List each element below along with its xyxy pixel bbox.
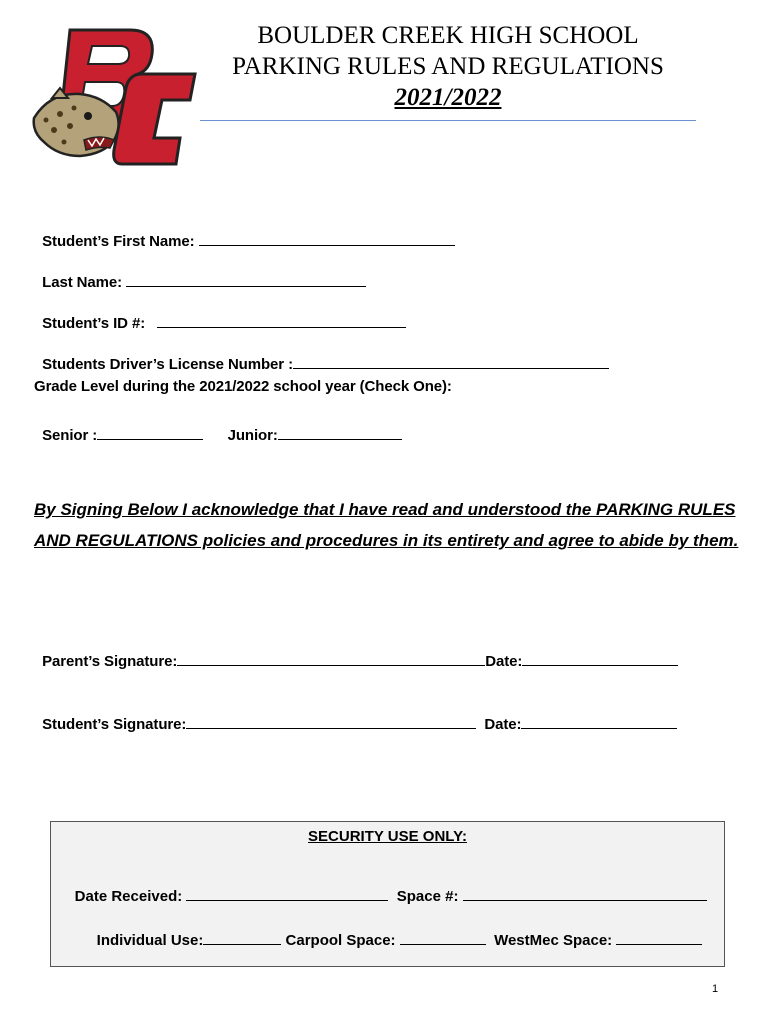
student-signature-input[interactable] — [186, 714, 476, 729]
last-name-label: Last Name: — [42, 274, 123, 291]
license-input[interactable] — [293, 354, 609, 369]
space-input[interactable] — [463, 886, 707, 901]
parent-signature-input[interactable] — [177, 651, 485, 666]
carpool-label: Carpool Space: — [285, 932, 396, 949]
parent-signature-label: Parent’s Signature: — [42, 653, 178, 670]
document-title — [200, 20, 696, 113]
first-name-field — [34, 214, 455, 250]
student-id-label: Student’s ID #: — [42, 315, 146, 332]
student-signature-label: Student’s Signature: — [42, 716, 187, 733]
page-number: 1 — [712, 983, 719, 995]
security-row-2 — [80, 913, 702, 966]
last-name-input[interactable] — [126, 272, 366, 287]
license-label: Students Driver’s License Number : — [42, 356, 293, 373]
title-line-1: BOULDER CREEK HIGH SCHOOL — [257, 22, 639, 49]
carpool-input[interactable] — [400, 930, 486, 945]
first-name-label: Student’s First Name: — [42, 233, 195, 250]
date-received-label: Date Received: — [74, 888, 183, 905]
security-use-box — [50, 821, 725, 967]
license-field — [34, 337, 609, 373]
title-line-2: PARKING RULES AND REGULATIONS — [232, 53, 664, 80]
parent-date-label: Date: — [485, 653, 523, 670]
school-year: 2021/2022 — [394, 84, 502, 111]
first-name-input[interactable] — [199, 231, 455, 246]
student-id-input[interactable] — [157, 313, 406, 328]
security-title: SECURITY USE ONLY: — [308, 828, 467, 845]
student-id-field — [34, 296, 406, 332]
space-label: Space #: — [396, 888, 459, 905]
junior-label: Junior: — [227, 427, 278, 444]
student-date-input[interactable] — [521, 714, 677, 729]
parent-signature-field — [34, 634, 678, 670]
student-date-label: Date: — [484, 716, 522, 733]
title-divider — [200, 120, 696, 121]
westmec-label: WestMec Space: — [494, 932, 613, 949]
grade-options — [34, 408, 402, 444]
parent-date-input[interactable] — [522, 651, 678, 666]
last-name-field — [34, 255, 366, 291]
westmec-input[interactable] — [616, 930, 702, 945]
junior-checkbox[interactable] — [278, 425, 402, 440]
date-received-input[interactable] — [186, 886, 388, 901]
acknowledgement-statement: By Signing Below I acknowledge that I have read and understood the PARKING RULES AND REGULATIONS policies and procedures in its entirety and agree to abide by them. — [34, 500, 739, 550]
logo-letter-c — [114, 74, 195, 164]
individual-use-input[interactable] — [203, 930, 281, 945]
grade-level-question: Grade Level during the 2021/2022 school year (Check One): — [34, 378, 452, 395]
senior-label: Senior : — [42, 427, 98, 444]
individual-use-label: Individual Use: — [96, 932, 204, 949]
senior-checkbox[interactable] — [97, 425, 203, 440]
student-signature-field — [34, 697, 677, 733]
school-logo — [30, 22, 200, 167]
